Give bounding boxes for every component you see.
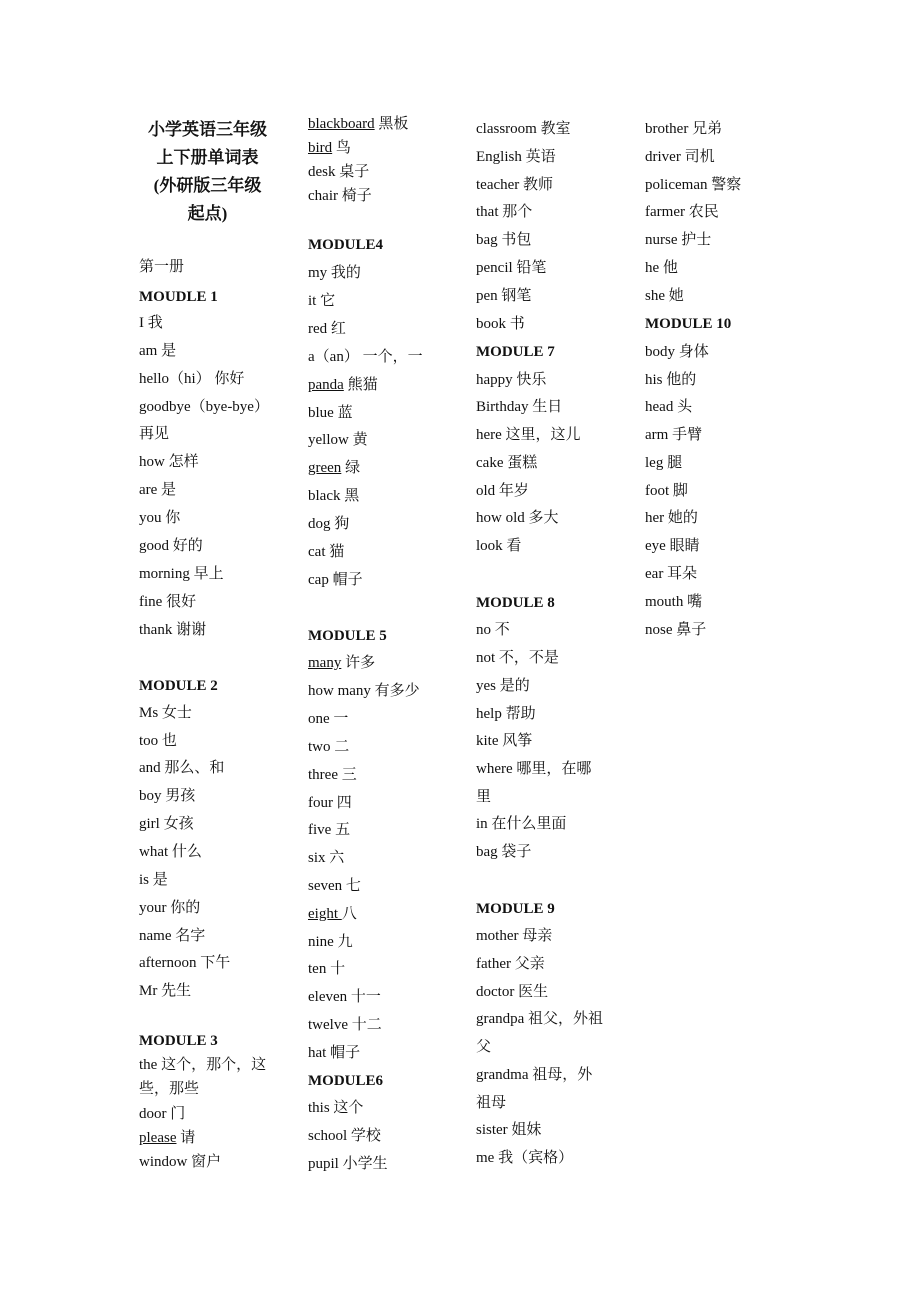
vocab-entry: 父 — [476, 1039, 492, 1055]
vocab-entry: father 父亲 — [476, 956, 545, 972]
vocab-entry: it 它 — [308, 293, 336, 309]
module-heading: MODULE 9 — [476, 901, 555, 917]
vocab-entry: hat 帽子 — [308, 1045, 361, 1061]
vocab-entry: window 窗户 — [139, 1154, 222, 1170]
vocab-entry: pupil 小学生 — [308, 1156, 388, 1172]
vocab-entry: black 黑 — [308, 488, 360, 504]
page-title — [125, 116, 290, 228]
underlined-word: many — [308, 655, 342, 671]
vocab-entry: how old 多大 — [476, 510, 559, 526]
module-heading: MODULE 2 — [139, 678, 218, 694]
vocab-entry: how 怎样 — [139, 454, 199, 470]
vocab-entry: grandpa 祖父，外祖 — [476, 1011, 604, 1027]
vocab-entry: Birthday 生日 — [476, 399, 563, 415]
vocab-entry: ten 十 — [308, 961, 346, 977]
module-heading: MODULE 7 — [476, 344, 555, 360]
vocab-entry: seven 七 — [308, 878, 361, 894]
word-meaning: 鸟 — [332, 140, 351, 156]
vocab-entry: one 一 — [308, 711, 349, 727]
vocab-entry: bag 袋子 — [476, 844, 532, 860]
vocab-entry: dog 狗 — [308, 516, 350, 532]
vocab-entry: thank 谢谢 — [139, 622, 207, 638]
vocab-entry: are 是 — [139, 482, 177, 498]
vocab-entry: 第一册 — [139, 259, 185, 275]
vocab-entry: nose 鼻子 — [645, 622, 707, 638]
vocab-entry: how many 有多少 — [308, 683, 420, 699]
vocab-entry: good 好的 — [139, 538, 203, 554]
vocab-entry: ear 耳朵 — [645, 566, 698, 582]
title-line: 起点) — [187, 204, 228, 223]
vocab-entry: cat 猫 — [308, 544, 345, 560]
vocab-entry: what 什么 — [139, 844, 202, 860]
vocab-entry: teacher 教师 — [476, 177, 554, 193]
vocab-entry — [308, 138, 351, 158]
vocab-entry: school 学校 — [308, 1128, 381, 1144]
vocab-entry: grandma 祖母，外 — [476, 1067, 593, 1083]
vocab-entry: this 这个 — [308, 1100, 364, 1116]
vocab-entry: head 头 — [645, 399, 693, 415]
vocab-entry: she 她 — [645, 288, 684, 304]
title-line: 上下册单词表 — [156, 148, 259, 167]
vocab-entry: happy 快乐 — [476, 372, 547, 388]
word-meaning: 绿 — [341, 460, 361, 476]
vocab-entry: three 三 — [308, 767, 357, 783]
vocab-entry: policeman 警察 — [645, 177, 742, 193]
module-heading: MODULE 5 — [308, 628, 387, 644]
vocab-entry: morning 早上 — [139, 566, 224, 582]
vocab-entry: not 不，不是 — [476, 650, 559, 666]
vocab-entry: 里 — [476, 789, 492, 805]
vocab-entry: where 哪里，在哪 — [476, 761, 592, 777]
vocab-entry: two 二 — [308, 739, 350, 755]
vocab-entry: look 看 — [476, 538, 522, 554]
vocab-entry: hello（hi） 你好 — [139, 371, 245, 387]
module-heading: MODULE 3 — [139, 1033, 218, 1049]
vocab-entry: am 是 — [139, 343, 177, 359]
vocab-entry: 些，那些 — [139, 1081, 200, 1097]
vocab-entry: too 也 — [139, 733, 177, 749]
vocab-entry: you 你 — [139, 510, 181, 526]
vocab-entry: nine 九 — [308, 934, 353, 950]
vocab-entry: chair 椅子 — [308, 188, 372, 204]
vocab-entry: goodbye（bye-bye） — [139, 399, 269, 415]
module-heading: MODULE6 — [308, 1073, 383, 1089]
vocab-entry: pen 钢笔 — [476, 288, 532, 304]
vocab-entry: body 身体 — [645, 344, 709, 360]
underlined-word: eight — [308, 906, 342, 922]
vocab-entry: foot 脚 — [645, 483, 688, 499]
vocab-entry: doctor 医生 — [476, 984, 549, 1000]
vocab-entry: in 在什么里面 — [476, 816, 567, 832]
title-line: (外研版三年级 — [153, 176, 262, 195]
vocab-entry: blue 蓝 — [308, 405, 353, 421]
vocab-entry: driver 司机 — [645, 149, 715, 165]
vocab-entry: me 我（宾格） — [476, 1150, 574, 1166]
vocab-entry: pencil 铅笔 — [476, 260, 547, 276]
vocab-entry: and 那么、和 — [139, 760, 225, 776]
vocab-entry — [308, 653, 375, 673]
underlined-word: please — [139, 1130, 177, 1146]
vocab-entry: fine 很好 — [139, 594, 197, 610]
vocab-entry: farmer 农民 — [645, 204, 719, 220]
vocab-entry: here 这里，这儿 — [476, 427, 581, 443]
vocab-entry: her 她的 — [645, 510, 698, 526]
vocab-entry: door 门 — [139, 1106, 186, 1122]
vocab-entry: sister 姐妹 — [476, 1122, 542, 1138]
vocab-entry: Mr 先生 — [139, 983, 192, 999]
vocab-entry: is 是 — [139, 872, 168, 888]
underlined-word: panda — [308, 377, 344, 393]
vocab-entry: bag 书包 — [476, 232, 532, 248]
underlined-word: bird — [308, 140, 333, 156]
word-meaning: 熊猫 — [343, 377, 378, 393]
underlined-word: green — [308, 460, 342, 476]
word-meaning: 八 — [341, 906, 357, 922]
vocab-entry: book 书 — [476, 316, 525, 332]
vocab-entry — [308, 114, 408, 134]
vocab-entry: old 年岁 — [476, 483, 529, 499]
vocab-entry: twelve 十二 — [308, 1017, 382, 1033]
vocab-entry — [139, 1128, 195, 1148]
word-meaning: 许多 — [341, 655, 376, 671]
vocab-entry: desk 桌子 — [308, 164, 370, 180]
vocab-entry: boy 男孩 — [139, 788, 196, 804]
vocab-entry: 再见 — [139, 426, 170, 442]
vocab-entry: yellow 黄 — [308, 432, 368, 448]
vocab-entry — [308, 458, 360, 478]
vocab-entry: afternoon 下午 — [139, 955, 231, 971]
vocab-entry: I 我 — [139, 315, 163, 331]
vocab-entry: eleven 十一 — [308, 989, 381, 1005]
title-line: 小学英语三年级 — [148, 120, 267, 139]
vocab-entry: arm 手臂 — [645, 427, 703, 443]
vocab-entry: mouth 嘴 — [645, 594, 703, 610]
vocab-entry: the 这个，那个，这 — [139, 1057, 267, 1073]
vocab-entry: help 帮助 — [476, 706, 536, 722]
word-meaning: 黑板 — [374, 116, 409, 132]
vocab-entry: girl 女孩 — [139, 816, 194, 832]
vocab-entry: 祖母 — [476, 1095, 507, 1111]
vocab-entry: red 红 — [308, 321, 346, 337]
vocab-entry: Ms 女士 — [139, 705, 192, 721]
vocab-entry: name 名字 — [139, 928, 206, 944]
vocab-entry — [308, 904, 357, 924]
module-heading: MOUDLE 1 — [139, 289, 218, 305]
vocab-entry: leg 腿 — [645, 455, 683, 471]
vocab-entry — [308, 375, 378, 395]
vocab-entry: yes 是的 — [476, 678, 530, 694]
vocab-entry: four 四 — [308, 795, 352, 811]
word-meaning: 请 — [176, 1130, 196, 1146]
vocab-entry: nurse 护士 — [645, 232, 712, 248]
vocab-entry: five 五 — [308, 822, 351, 838]
module-heading: MODULE 8 — [476, 595, 555, 611]
module-heading: MODULE 10 — [645, 316, 732, 332]
underlined-word: blackboard — [308, 116, 375, 132]
vocab-entry: classroom 教室 — [476, 121, 571, 137]
vocab-entry: brother 兄弟 — [645, 121, 723, 137]
vocab-entry: eye 眼睛 — [645, 538, 700, 554]
vocab-entry: his 他的 — [645, 372, 697, 388]
vocab-entry: cake 蛋糕 — [476, 455, 538, 471]
vocab-entry: that 那个 — [476, 204, 533, 220]
vocab-entry: mother 母亲 — [476, 928, 553, 944]
vocab-entry: kite 风筝 — [476, 733, 533, 749]
vocab-entry: English 英语 — [476, 149, 556, 165]
vocab-entry: no 不 — [476, 622, 510, 638]
vocab-entry: six 六 — [308, 850, 345, 866]
vocab-entry: cap 帽子 — [308, 572, 363, 588]
vocab-entry: my 我的 — [308, 265, 361, 281]
vocab-entry: a（an） 一个，一 — [308, 349, 423, 365]
module-heading: MODULE4 — [308, 237, 383, 253]
vocab-entry: your 你的 — [139, 900, 201, 916]
vocab-entry: he 他 — [645, 260, 678, 276]
